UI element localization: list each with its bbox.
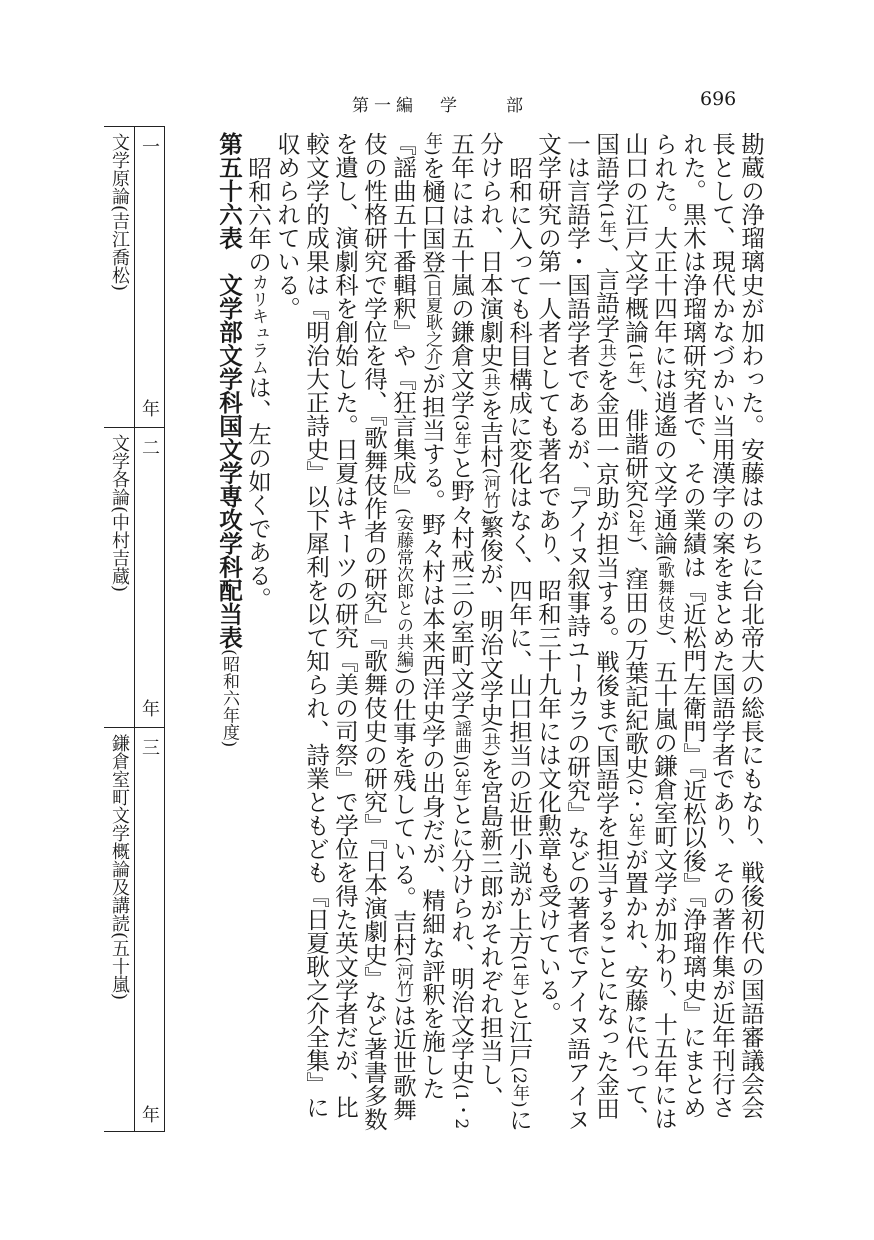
text-run: を吉村 (476, 397, 504, 468)
note-run: (共) (596, 337, 616, 368)
note-run: カリキュラム (248, 273, 268, 375)
text-run: 昭和六年の (244, 155, 272, 273)
text-run: は近世歌舞伎の性格研究で学位を得、『歌舞伎作者の研究』『歌舞伎史の研究』『日本演劇史』など著書多数を遺し、演劇科を創始した。日夏はキーツの研究『美の司祭』で学位を得た英文学者だが、比較文学的成果は『明治大正詩史』以下犀利を以て知られ、詩業ともども『日夏耿之介全集』に収められている。 (273, 132, 417, 1131)
text-run: 、俳諧研究 (621, 384, 649, 503)
year-number: 一 (139, 137, 160, 155)
text-run: 勘蔵の浄瑠璃史が加わった。安藤はのちに台北帝大の総長にもなり、戦後初代の国語審議会会長として、現代かなづかい当用漢字の案をまとめた国語学者であり、その著作集が近年刊行された。黒木は浄瑠璃研究者で、その業績は『近松門左衛門』『近松以後』『浄瑠璃史』にまとめられた。大正十四年には逍遙の文学通論 (650, 132, 765, 1119)
text-run: が担当する。野々村は本来西洋史学の出身だが、精細な評釈を施した『謡曲五十番輯釈』や『狂言集成』 (389, 132, 446, 1100)
text-run: 昭和に入っても科目構成に変化はなく、四年に、山口担当の近世小説が上方 (505, 155, 533, 955)
table-body-column (104, 127, 134, 1131)
year-3-header (135, 727, 164, 1133)
text-run: が置かれ、安藤に代って、国語学 (592, 132, 649, 1130)
page-number: 696 (700, 88, 737, 110)
text-run: を宮島新三郎がそれぞれ担当し、五年には五十嵐の鎌倉文学 (447, 132, 504, 1110)
year-unit: 年 (139, 699, 160, 717)
table-caption-note: (昭和六年度) (219, 649, 239, 748)
course-cell-year-1: 文学原論(吉江喬松) (109, 133, 130, 292)
note-run: (安藤常次郎との共編) (393, 508, 413, 675)
note-run: (共) (480, 367, 500, 398)
text-run: 、五十嵐の鎌倉室町文学が加わり、十五年には山口の江戸文学概論 (621, 132, 678, 1130)
running-head: 第一編 学 部 (352, 96, 528, 116)
note-run: (2・3年) (625, 778, 645, 848)
note-run: (河竹) (480, 467, 500, 516)
note-run: (2年) (509, 1066, 529, 1108)
year-2-header (135, 427, 164, 727)
text-run: 繁俊が、明治文学史 (476, 515, 504, 727)
curriculum-table (104, 126, 165, 1132)
note-run: (2年) (625, 502, 645, 544)
text-run: は、左の如くである。 (244, 375, 272, 610)
course-cell-year-2: 文学各論(中村吉蔵) (104, 427, 134, 727)
note-run: (河竹) (393, 956, 413, 1004)
year-unit: 年 (139, 1105, 160, 1123)
note-run: (1年) (625, 343, 645, 385)
text-run: 、窪田の万葉記紀歌史 (621, 543, 649, 779)
note-run: (1年) (596, 202, 616, 244)
year-number: 二 (139, 438, 160, 456)
year-1-header (135, 127, 164, 427)
table-number: 第五十六表 (215, 132, 243, 250)
text-run: と江戸 (505, 995, 533, 1067)
year-number: 三 (139, 738, 160, 756)
text-run: と野々村戒三の室町文学 (447, 455, 475, 714)
text-run: 、言語学 (592, 243, 620, 338)
note-run: (共) (480, 726, 500, 757)
table-title (214, 132, 243, 1132)
note-run: (1年) (509, 954, 529, 996)
paragraph-2 (272, 132, 533, 1132)
table-header-column (134, 127, 164, 1131)
text-run: に分けられ、日本演劇史 (476, 132, 533, 1131)
note-run: (3年) (451, 414, 471, 456)
text-run: とに分けられ、明治文学史 (447, 801, 475, 1084)
paragraph-1 (533, 132, 765, 1132)
text-run: を樋口国登 (418, 155, 446, 274)
year-unit: 年 (139, 399, 160, 417)
note-run: (1・2年) (422, 132, 471, 1130)
note-run: (歌舞伎史) (654, 555, 674, 637)
text-run: の仕事を残している。吉村 (389, 674, 417, 957)
note-run: (3年) (451, 760, 471, 802)
note-run: (謡曲) (451, 713, 471, 761)
note-run: (日夏耿之介) (422, 273, 442, 372)
table-caption: 文学部文学科国文学専攻学科配当表 (215, 273, 243, 649)
body-text (190, 132, 765, 1132)
paragraph-3 (243, 132, 272, 1132)
course-cell-year-3: 鎌倉室町文学概論及講読(五十嵐) (104, 727, 134, 1133)
text-run: を金田一京助が担当する。戦後まで国語学を担当することになった金田一は言語学・国語学者であるが、『アイヌ叙事詩ユーカラの研究』などの著者でアイヌ語アイヌ文学研究の第一人者としても著名であり、昭和三十九年には文化勲章も受けている。 (534, 132, 620, 1131)
